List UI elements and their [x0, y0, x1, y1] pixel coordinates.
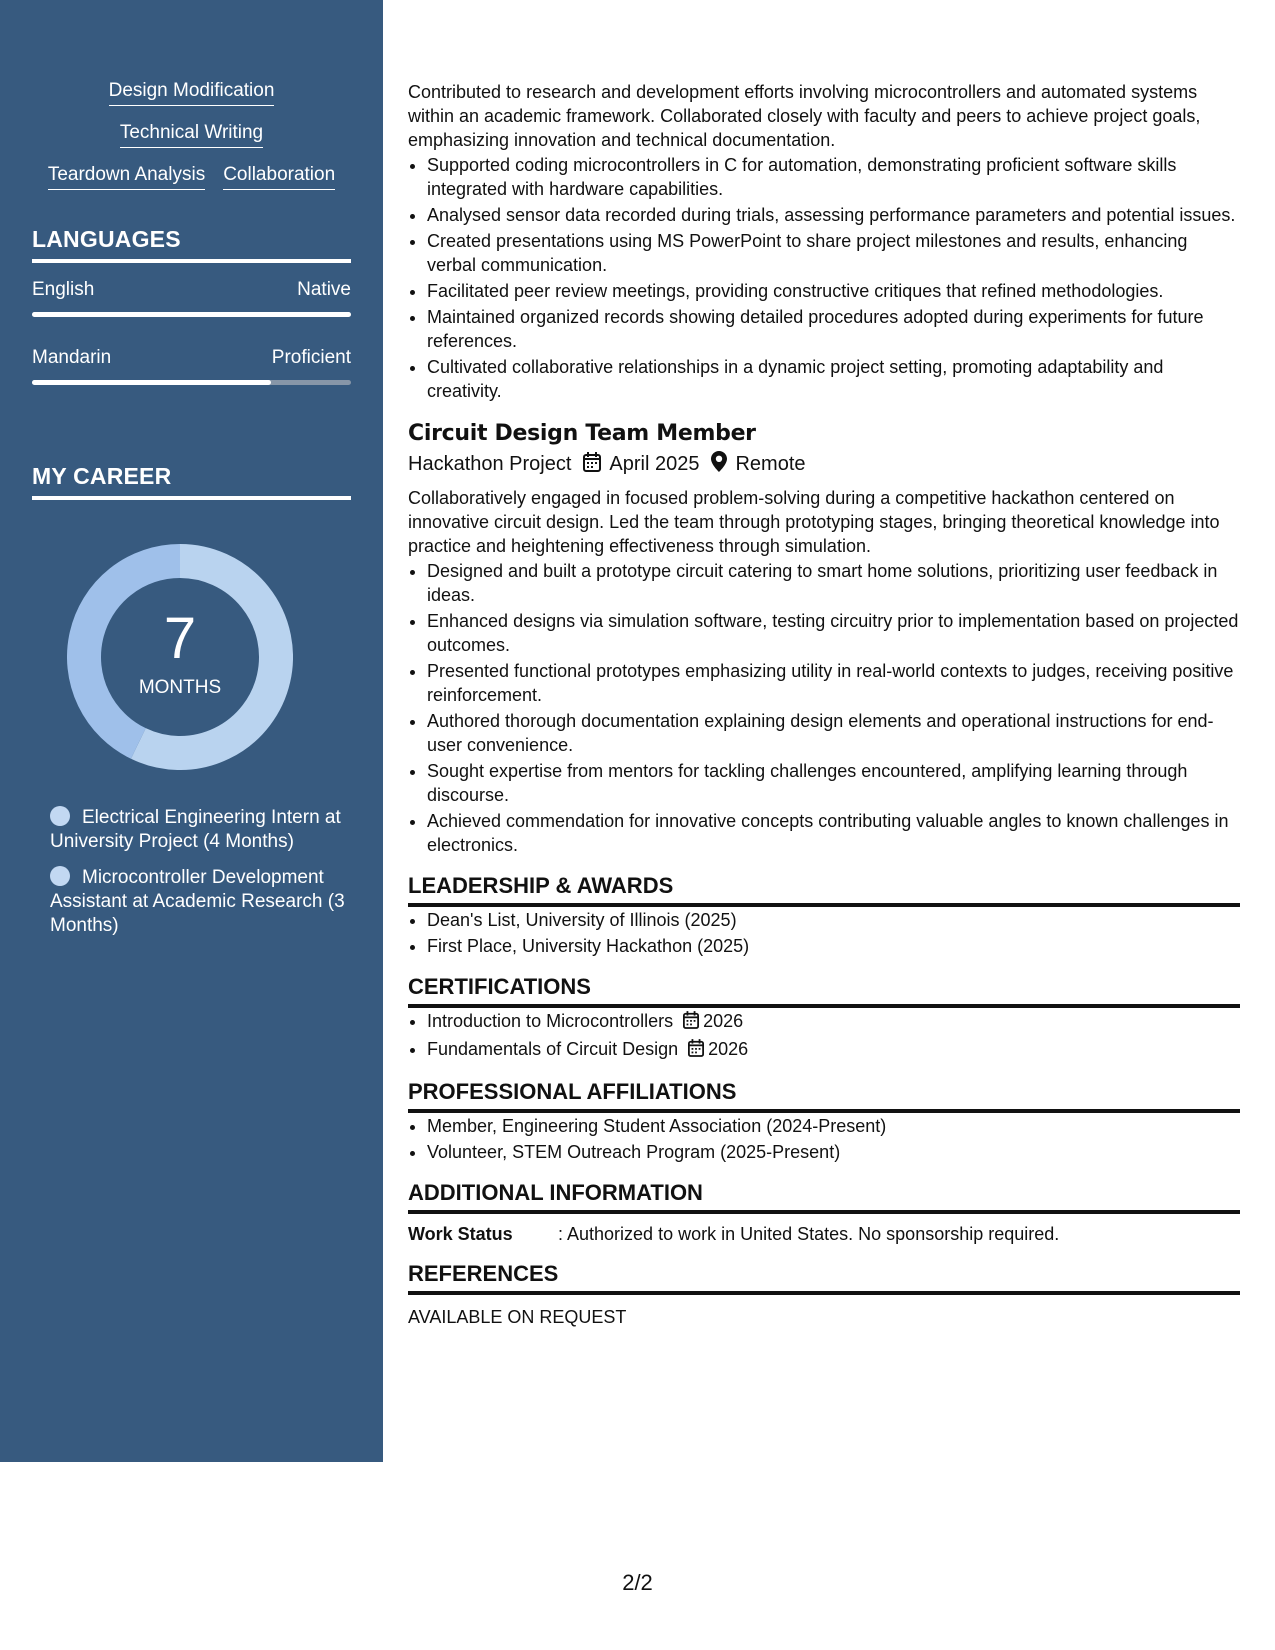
job-description: Collaboratively engaged in focused problem-solving during a competitive hackathon centered on innovative circuit design. Led the team through prototyping stages, bringing theoretical knowledge into practice and heightening effectiveness through simulation. — [408, 488, 1220, 556]
calendar-icon — [683, 1011, 699, 1035]
certifications-list — [408, 1009, 1240, 1063]
list-item: • Designed and built a prototype circuit catering to smart home solutions, prioritizing user feedback in ideas. — [427, 559, 1240, 607]
career-heading: MY CAREER — [32, 463, 351, 500]
bullet-dot-icon — [50, 806, 70, 826]
languages-section — [0, 226, 383, 385]
map-pin-icon — [711, 451, 727, 478]
language-bar-fill — [32, 380, 271, 385]
bullet-dot-icon — [50, 866, 70, 886]
list-item: • Maintained organized records showing detailed procedures adopted during experiments for future references. — [427, 305, 1240, 353]
leadership-heading: LEADERSHIP & AWARDS — [408, 873, 1240, 907]
skill-tag[interactable]: Collaboration — [223, 164, 335, 190]
list-item: • Volunteer, STEM Outreach Program (2025-Present) — [427, 1140, 1240, 1164]
list-item: • Cultivated collaborative relationships in a dynamic project setting, promoting adaptability and creativity. — [427, 355, 1240, 403]
references-text: AVAILABLE ON REQUEST — [408, 1307, 627, 1327]
list-item — [427, 1009, 1240, 1035]
list-item: • Authored thorough documentation explaining design elements and operational instructions for end-user convenience. — [427, 709, 1240, 757]
language-name: English — [32, 279, 95, 300]
job-meta — [408, 451, 1240, 478]
list-item: • Supported coding microcontrollers in C for automation, demonstrating proficient software skills integrated with hardware capabilities. — [427, 153, 1240, 201]
list-item: • Dean's List, University of Illinois (2025) — [427, 908, 1240, 932]
list-item: • Created presentations using MS PowerPoint to share project milestones and results, enhancing verbal communication. — [427, 229, 1240, 277]
language-bar-fill — [32, 312, 351, 317]
sidebar — [0, 0, 383, 1462]
career-list — [50, 806, 351, 938]
career-total-unit: MONTHS — [138, 677, 222, 698]
list-item: • Member, Engineering Student Association (2024-Present) — [427, 1114, 1240, 1138]
skill-tag[interactable]: Teardown Analysis — [48, 164, 205, 190]
career-donut-chart — [67, 544, 293, 770]
certifications-heading: CERTIFICATIONS — [408, 974, 1240, 1008]
certification-name: Introduction to Microcontrollers — [427, 1011, 674, 1031]
affiliations-heading: PROFESSIONAL AFFILIATIONS — [408, 1079, 1240, 1113]
career-section — [0, 463, 383, 938]
job-organization: Hackathon Project — [408, 453, 572, 475]
language-level: Proficient — [271, 347, 351, 368]
career-item-text: Microcontroller Development Assistant at Academic Research (3 Months) — [50, 867, 345, 936]
work-status-label: Work Status — [408, 1224, 513, 1244]
list-item: • Enhanced designs via simulation software, testing circuitry prior to implementation based on projected outcomes. — [427, 609, 1240, 657]
list-item: • Presented functional prototypes emphasizing utility in real-world contexts to judges, receiving positive reinforcement. — [427, 659, 1240, 707]
list-item: • First Place, University Hackathon (2025) — [427, 934, 1240, 958]
career-item — [50, 866, 351, 938]
language-item — [32, 347, 351, 385]
language-bar — [32, 380, 351, 385]
certification-year: 2026 — [708, 1039, 749, 1059]
language-item — [32, 279, 351, 317]
skills-list — [0, 0, 383, 190]
job-location: Remote — [735, 453, 806, 475]
list-item: • Analysed sensor data recorded during trials, assessing performance parameters and potential issues. — [427, 203, 1240, 227]
calendar-icon — [583, 452, 601, 478]
intro-paragraph: Contributed to research and development efforts involving microcontrollers and automated systems within an academic framework. Collaborated closely with faculty and peers to achieve project goals, emphasizing innovation and technical documentation. — [408, 82, 1201, 150]
language-level: Native — [297, 279, 351, 300]
intro-bullets — [408, 153, 1240, 403]
language-bar — [32, 312, 351, 317]
page-number: 2/2 — [622, 1570, 653, 1595]
list-item: • Sought expertise from mentors for tackling challenges encountered, amplifying learning through discourse. — [427, 759, 1240, 807]
certification-name: Fundamentals of Circuit Design — [427, 1039, 679, 1059]
main-content — [408, 80, 1240, 1328]
language-name: Mandarin — [32, 347, 112, 368]
work-status-value: : Authorized to work in United States. No sponsorship required. — [558, 1224, 1060, 1244]
job-date: April 2025 — [609, 453, 700, 475]
skill-tag[interactable]: Technical Writing — [120, 122, 263, 148]
references-heading: REFERENCES — [408, 1261, 1240, 1295]
career-item — [50, 806, 351, 854]
additional-info-heading: ADDITIONAL INFORMATION — [408, 1180, 1240, 1214]
list-item — [427, 1037, 1240, 1063]
skill-tag[interactable]: Design Modification — [109, 80, 275, 106]
career-total-number: 7 — [163, 606, 197, 671]
work-status-row — [408, 1224, 1240, 1245]
leadership-list — [408, 908, 1240, 958]
list-item: • Achieved commendation for innovative concepts contributing valuable angles to known challenges in electronics. — [427, 809, 1240, 857]
certification-year: 2026 — [703, 1011, 744, 1031]
career-item-text: Electrical Engineering Intern at University Project (4 Months) — [50, 807, 341, 852]
affiliations-list — [408, 1114, 1240, 1164]
job-title: Circuit Design Team Member — [408, 421, 756, 446]
calendar-icon — [688, 1039, 704, 1063]
languages-heading: LANGUAGES — [32, 226, 351, 263]
job-bullets — [408, 559, 1240, 857]
list-item: • Facilitated peer review meetings, providing constructive critiques that refined methodologies. — [427, 279, 1240, 303]
